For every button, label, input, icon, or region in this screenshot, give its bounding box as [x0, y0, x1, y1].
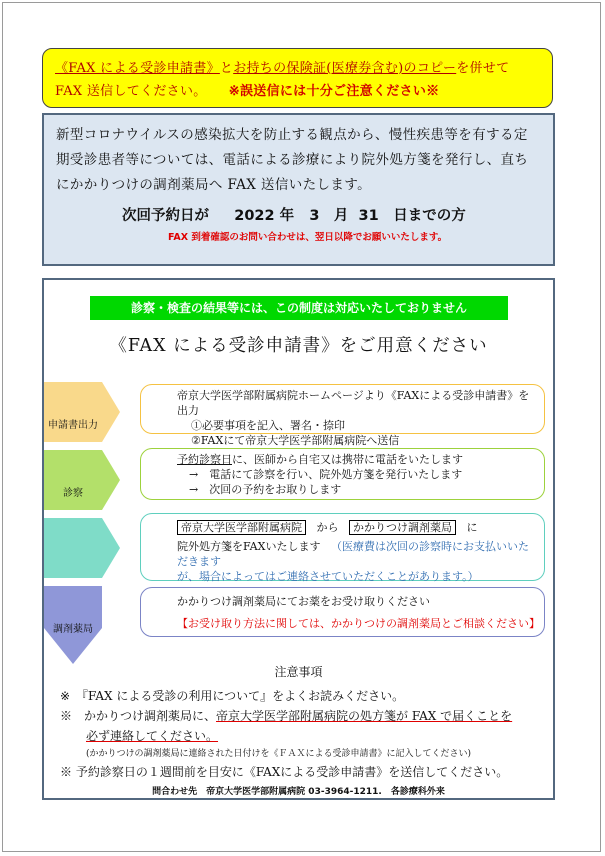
note-2-cont [60, 726, 512, 746]
step4-label: 調剤薬局 [53, 624, 93, 635]
date-year: 2022 年 [234, 208, 295, 224]
step4-red-note: 【お受け取り方法に関しては、かかりつけの調剤薬局とご相談ください】 [177, 617, 540, 630]
fax-notice-box [42, 48, 553, 108]
notes-title: 注意事項 [274, 665, 323, 679]
date-label: 次回予約日が [122, 208, 209, 224]
step1-line1: 帝京大学医学部附属病院ホームページより《FAXによる受診申請書》を出力 [177, 389, 530, 417]
note-2-small: (かかりつけの調剤薬局に連絡された日付けを《ＦＡＸによる受診申請書》に記入してください) [86, 749, 472, 759]
step3-payment-note2: が、場合によってはご連絡させていただくことがあります。） [177, 570, 479, 583]
notes-list [60, 686, 512, 782]
notice-together: を併せて [456, 61, 510, 76]
misdial-warning: ※誤送信には十分ご注意ください※ [228, 84, 440, 99]
step3-payment-note1: （医療費は次回の診察時にお支払いいただきます [177, 540, 529, 568]
from-text: から [316, 521, 339, 534]
step1-line3: ②FAXにて帝京大学医学部附属病院へ送信 [191, 434, 400, 447]
date-month: 3 月 [309, 208, 349, 224]
to-text: に [466, 521, 478, 534]
step2-line1b: に、医師から自宅又は携帯に電話をいたします [232, 453, 463, 466]
notice-insurance-copy: お持ちの保険証(医療券含む)のコピー [233, 61, 457, 76]
note-2c: 必ず連絡してください。 [86, 729, 219, 743]
note-2b: 帝京大学医学部附属病院の処方箋が FAX で届くことを [216, 709, 513, 723]
appointment-day: 予約診察日 [177, 453, 232, 466]
notice-application-form: 《FAX による受診申請書》 [55, 61, 220, 76]
chevron-step2 [44, 450, 120, 510]
procedure-box [42, 278, 555, 800]
step1-label: 申請書出力 [48, 420, 98, 431]
pharmacy-box: かかりつけ調剤薬局 [349, 520, 456, 535]
chevron-step3 [44, 518, 120, 578]
not-supported-banner: 診察・検査の結果等には、この制度は対応いたしておりません [90, 296, 508, 320]
step2-line1 [177, 452, 536, 467]
step2-line3: → 次回の予約をお取りします [189, 483, 342, 496]
step2-line2: → 電話にて診察を行い、院外処方箋を発行いたします [189, 468, 463, 481]
intro-paragraph: 新型コロナウイルスの感染拡大を防止する観点から、慢性疾患等を有する定期受診患者等については、電話による診療により院外処方箋を発行し、直ちにかかりつけの調剤薬局へ FAX 送信いたします。 [56, 127, 529, 193]
note-2 [60, 706, 512, 726]
step3-fax-text: 院外処方箋をFAXいたします [177, 540, 321, 553]
note-3: ※ 予約診察日の１週間前を目安に《FAXによる受診申請書》を送信してください。 [60, 765, 509, 779]
note-1: ※ 『FAX による受診の利用について』をよくお読みください。 [60, 689, 405, 703]
step1-line2: ①必要事項を記入、署名・捺印 [191, 419, 345, 432]
note-2a: ※ かかりつけ調剤薬局に、 [60, 709, 217, 723]
fax-arrival-note: FAX 到着確認のお問い合わせは、翌日以降でお願いいたします。 [168, 232, 448, 243]
step-box-prescription [140, 513, 545, 581]
step2-label: 診察 [63, 488, 83, 499]
procedure-heading: 《FAX による受診申請書》をご用意ください [109, 336, 488, 356]
step3-line1 [177, 520, 536, 535]
contact-footer: 問合わせ先 帝京大学医学部附属病院 03-3964-1211. 各診療科外来 [152, 787, 445, 797]
intro-box [42, 113, 555, 266]
notice-fax-send: FAX 送信してください。 [55, 84, 207, 99]
notice-and: と [219, 61, 234, 76]
date-day: 31 日までの方 [358, 208, 466, 224]
step4-line1: かかりつけ調剤薬局にてお薬をお受け取りください [177, 595, 430, 608]
step3-line2 [177, 539, 536, 569]
hospital-box: 帝京大学医学部附属病院 [177, 520, 306, 535]
reservation-date [122, 204, 541, 225]
chevron-step1 [44, 382, 120, 442]
step-box-pharmacy [140, 587, 545, 637]
step-box-application [140, 384, 545, 447]
step-box-consultation [140, 448, 545, 500]
